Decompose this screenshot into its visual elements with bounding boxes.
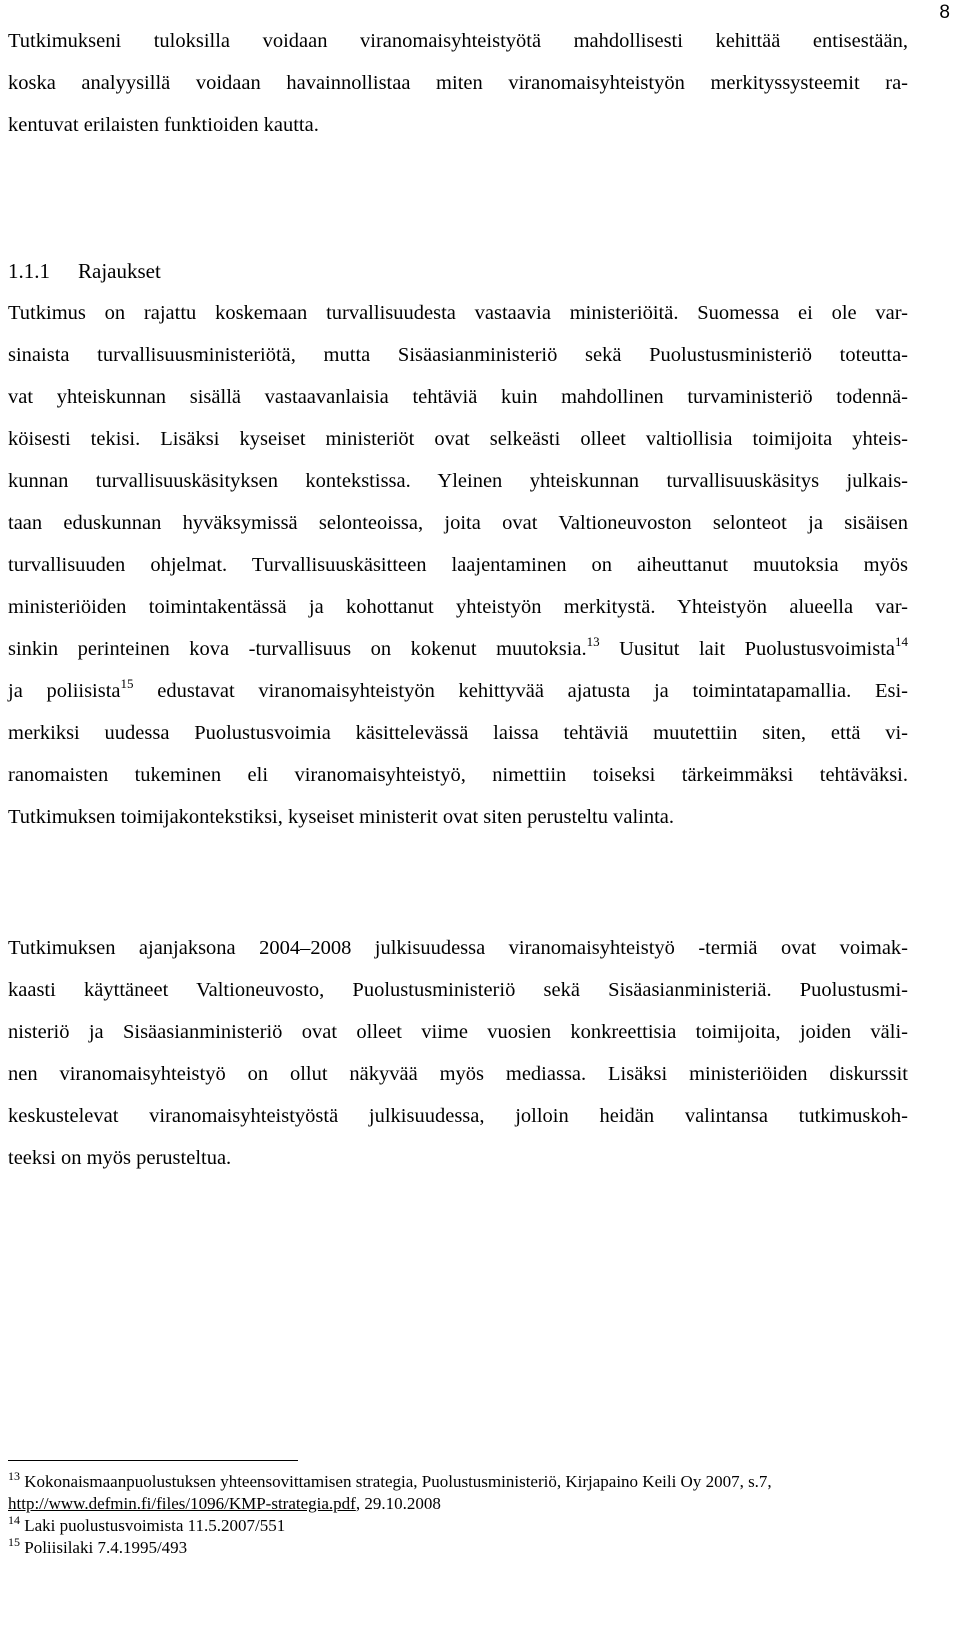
footnote-ref-13: 13 [586, 634, 600, 649]
text-line [8, 670, 908, 712]
footnote-ref-14: 14 [895, 634, 908, 649]
text-run: ja poliisista [8, 680, 121, 702]
text-line [8, 628, 908, 670]
text-line: nen viranomaisyhteistyö on ollut näkyvää myös mediassa. Lisäksi ministeriöiden diskurssit [8, 1063, 908, 1085]
text-line: merkiksi uudessa Puolustusvoimia käsittelevässä laissa tehtäviä muutettiin siten, että vi- [8, 722, 908, 744]
footnote-number: 15 [8, 1535, 20, 1549]
body-paragraph-1 [8, 292, 908, 838]
text-line: teeksi on myös perusteltua. [8, 1147, 232, 1169]
text-line: koska analyysillä voidaan havainnollistaa miten viranomaisyhteistyön merkityssysteemit ra- [8, 72, 908, 94]
footnote-13-cont [8, 1493, 928, 1515]
body-paragraph-2 [8, 927, 908, 1179]
footnote-14 [8, 1515, 928, 1537]
footnote-number: 14 [8, 1513, 20, 1527]
text-line: Tutkimukseni tuloksilla voidaan viranomaisyhteistyötä mahdollisesti kehittää entisestään, [8, 30, 908, 52]
text-line: kunnan turvallisuuskäsityksen kontekstissa. Yleinen yhteiskunnan turvallisuuskäsitys julkais- [8, 470, 908, 492]
text-run: Uusitut lait Puolustusvoimista [599, 638, 895, 660]
text-line: taan eduskunnan hyväksymissä selonteoissa, joita ovat Valtioneuvoston selonteot ja sisäisen [8, 512, 908, 534]
text-line: ranomaisten tukeminen eli viranomaisyhteistyö, nimettiin toiseksi tärkeimmäksi tehtäväksi. [8, 764, 908, 786]
text-line: Tutkimuksen ajanjaksona 2004–2008 julkisuudessa viranomaisyhteistyö -termiä ovat voimak- [8, 937, 908, 959]
text-line: kaasti käyttäneet Valtioneuvosto, Puolustusministeriö sekä Sisäasianministeriä. Puolustusmi- [8, 979, 908, 1001]
text-line: köisesti tekisi. Lisäksi kyseiset ministeriöt ovat selkeästi olleet valtiollisia toimijoita yhteis- [8, 428, 908, 450]
footnote-15 [8, 1537, 928, 1559]
footnote-text: Laki puolustusvoimista 11.5.2007/551 [20, 1516, 286, 1535]
footnote-text: Poliisilaki 7.4.1995/493 [20, 1538, 188, 1557]
section-title: Rajaukset [78, 259, 161, 283]
text-line: vat yhteiskunnan sisällä vastaavanlaisia tehtäviä kuin mahdollinen turvaministeriö todennä- [8, 386, 908, 408]
footnote-ref-15: 15 [120, 676, 134, 691]
text-run: sinkin perinteinen kova -turvallisuus on kokenut muutoksia. [8, 638, 587, 660]
footnotes [8, 1471, 928, 1559]
text-line: kentuvat erilaisten funktioiden kautta. [8, 114, 319, 136]
text-line: turvallisuuden ohjelmat. Turvallisuuskäsitteen laajentaminen on aiheuttanut muutoksia myös [8, 554, 908, 576]
page-number: 8 [939, 2, 950, 23]
footnote-separator [8, 1460, 298, 1461]
footnote-link[interactable]: http://www.defmin.fi/files/1096/KMP-strategia.pdf [8, 1494, 356, 1513]
footnote-text: Kokonaismaanpuolustuksen yhteensovittamisen strategia, Puolustusministeriö, Kirjapaino Keili Oy 2007, s.7, [20, 1472, 772, 1491]
section-number: 1.1.1 [8, 259, 50, 283]
intro-paragraph [8, 20, 908, 146]
text-line: keskustelevat viranomaisyhteistyöstä julkisuudessa, jolloin heidän valintansa tutkimuskoh- [8, 1105, 908, 1127]
text-line: nisteriö ja Sisäasianministeriö ovat olleet viime vuosien konkreettisia toimijoita, joiden väli- [8, 1021, 908, 1043]
text-line: ministeriöiden toimintakentässä ja kohottanut yhteistyön merkitystä. Yhteistyön alueella var- [8, 596, 908, 618]
text-line: Tutkimus on rajattu koskemaan turvallisuudesta vastaavia ministeriöitä. Suomessa ei ole var- [8, 302, 908, 324]
text-run: edustavat viranomaisyhteistyön kehittyvää ajatusta ja toimintatapamallia. Esi- [133, 680, 908, 702]
section-heading [8, 256, 161, 286]
footnote-number: 13 [8, 1469, 20, 1483]
text-line: Tutkimuksen toimijakontekstiksi, kyseiset ministerit ovat siten perusteltu valinta. [8, 806, 675, 828]
footnote-13 [8, 1471, 928, 1493]
footnote-date: , 29.10.2008 [355, 1494, 441, 1513]
text-line: sinaista turvallisuusministeriötä, mutta Sisäasianministeriö sekä Puolustusministeriö toteutta- [8, 344, 908, 366]
